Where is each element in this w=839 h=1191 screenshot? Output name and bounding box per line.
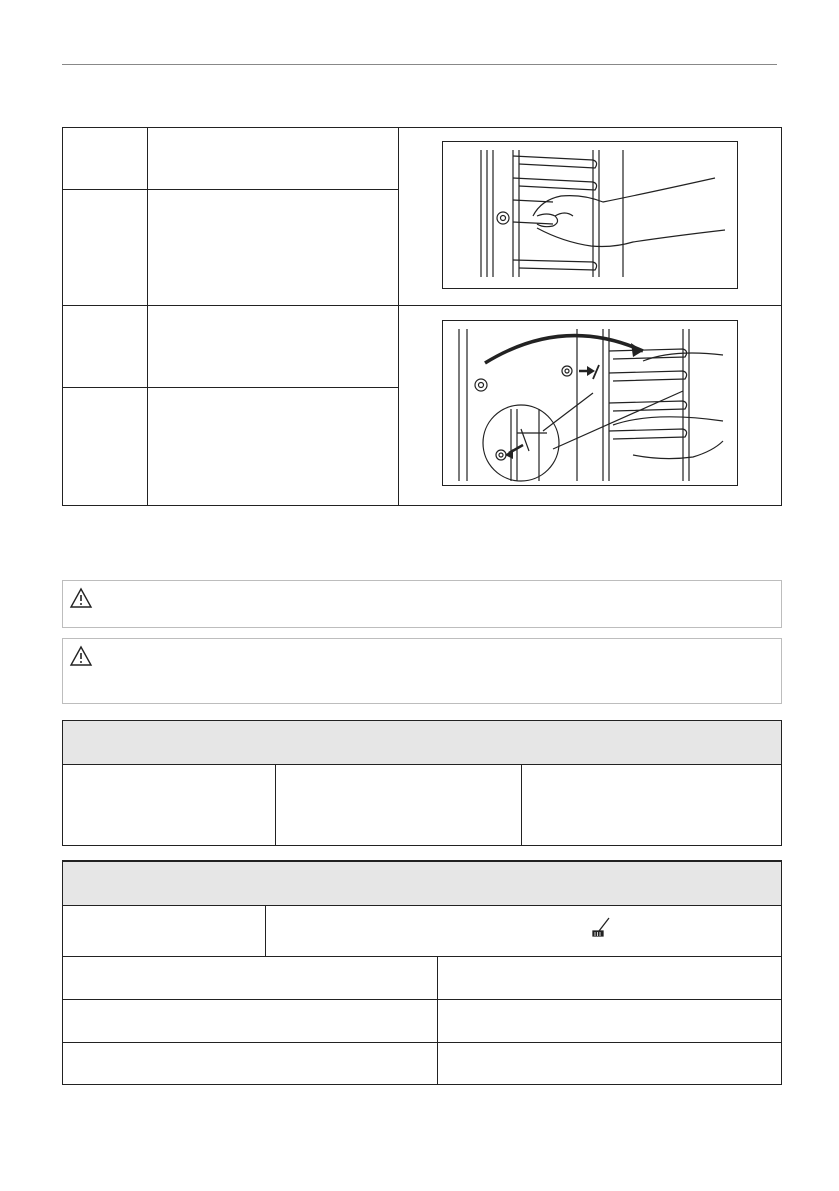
table-a-cell-1 <box>63 765 275 845</box>
cleaning-brush-icon <box>591 916 613 938</box>
table-b-row4-left <box>63 1043 437 1085</box>
step-text-4 <box>148 388 398 505</box>
step-number-4 <box>63 388 147 505</box>
table-b-row2-right <box>438 957 781 999</box>
warning-box-2 <box>62 638 782 704</box>
table-b-row3-right <box>438 1000 781 1042</box>
step-text-3 <box>148 306 398 387</box>
warning-box-1 <box>62 580 782 628</box>
step-text-1 <box>148 128 398 189</box>
info-table-b <box>62 860 782 1085</box>
info-table-a <box>62 720 782 846</box>
steps-col-divider-2 <box>398 128 399 505</box>
table-b-header <box>63 862 781 906</box>
step-number-3 <box>63 306 147 387</box>
header-rule <box>62 64 777 65</box>
table-b-row2-left <box>63 957 437 999</box>
remove-shelf-support-figure <box>442 141 738 289</box>
shelf-support-hand-illustration <box>443 142 738 289</box>
table-a-cell-2 <box>276 765 521 845</box>
step-text-2 <box>148 190 398 305</box>
table-a-cell-3 <box>522 765 781 845</box>
table-b-row4-right <box>438 1043 781 1085</box>
steps-table <box>62 127 782 506</box>
step-number-1 <box>63 128 147 189</box>
install-shelf-support-figure <box>442 320 738 486</box>
table-b-row3-left <box>63 1000 437 1042</box>
step-number-2 <box>63 190 147 305</box>
shelf-support-install-illustration <box>443 321 738 486</box>
warning-triangle-icon <box>69 587 93 609</box>
table-b-row1-left <box>63 906 265 956</box>
table-a-header <box>63 721 781 765</box>
table-b-row1-right <box>266 906 566 956</box>
warning-triangle-icon <box>69 645 93 667</box>
